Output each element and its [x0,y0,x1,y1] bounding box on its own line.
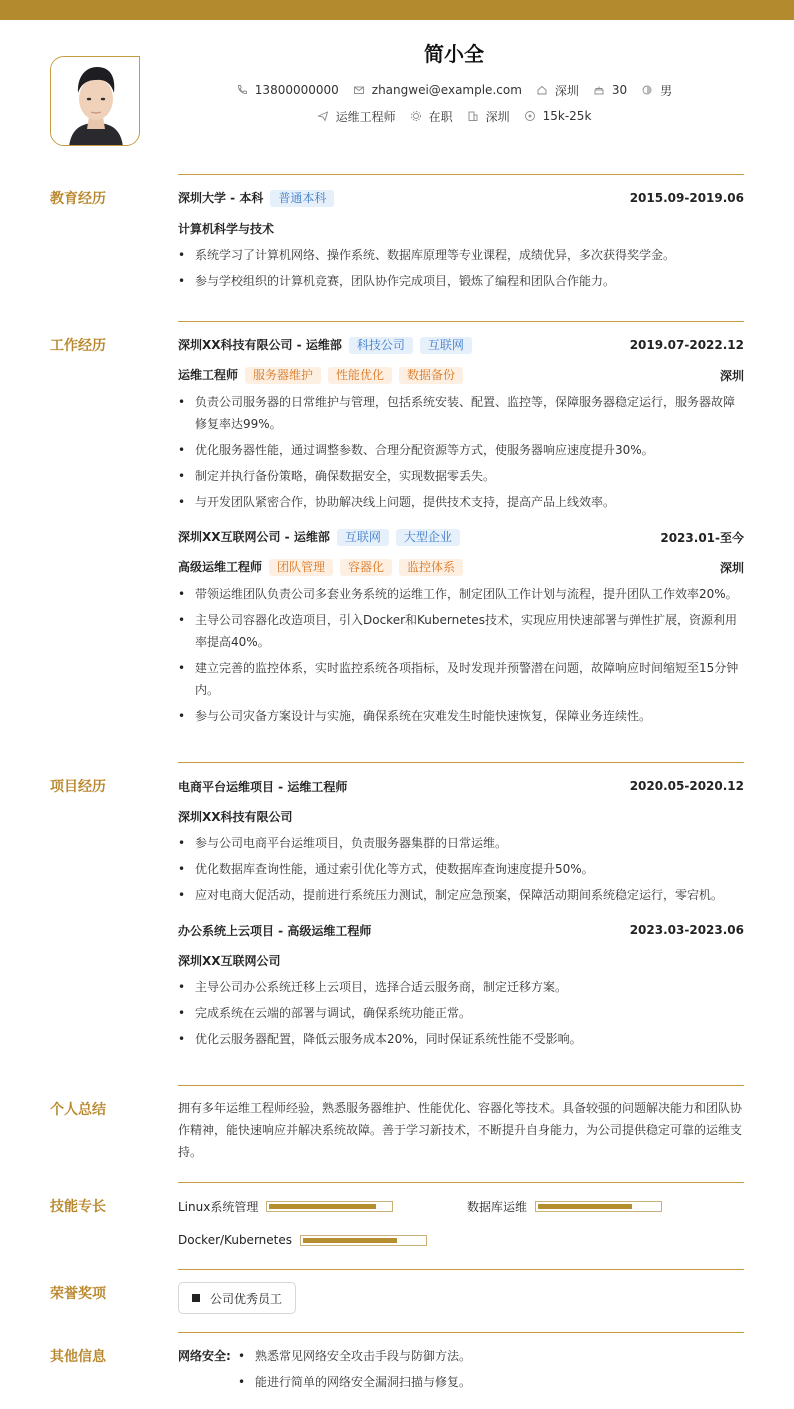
skill-item [467,1198,662,1214]
list-item: • 主导公司办公系统迁移上云项目，选择合适云服务商，制定迁移方案。 [178,976,744,998]
section-divider [178,1182,744,1183]
job-date: 2023.01-至今 [660,530,744,545]
summary-text: 拥有多年运维工程师经验，熟悉服务器维护、性能优化、容器化等技术。具备较强的问题解决能力和团队协作精神，能快速响应并解决系统故障。善于学习新技术，不断提升自身能力，为公司提供稳定可靠的运维支持。 [178,1101,743,1159]
email-item [353,83,522,97]
avatar [50,56,140,146]
skill-item [178,1198,467,1214]
award-label: 公司优秀员工 [210,1291,283,1306]
other-section [50,1332,744,1402]
gear-icon [410,110,422,122]
section-divider [178,1085,744,1086]
job-role: 运维工程师 [178,368,239,382]
education-section [50,174,744,304]
role-tag: 服务器维护 [245,367,321,384]
phone-icon [236,84,248,96]
section-divider [178,1332,744,1333]
list-item: • 能进行简单的网络安全漏洞扫描与修复。 [238,1371,471,1393]
send-icon [317,110,329,122]
candidate-name: 简小全 [424,42,484,66]
square-icon [192,1294,200,1302]
job-date: 2019.07-2022.12 [629,338,744,352]
list-item: • 熟悉常见网络安全攻击手段与防御方法。 [238,1345,471,1367]
list-item: • 主导公司容器化改造项目，引入Docker和Kubernetes技术，实现应用快速部署与弹性扩展，资源利用率提高40%。 [178,609,744,653]
job-location: 深圳 [719,560,744,575]
target-city-item [467,108,510,125]
job-location: 深圳 [719,368,744,383]
role-tag: 数据备份 [399,367,463,384]
skill-bar [300,1235,427,1246]
mail-icon [353,84,365,96]
skill-bar-fill [538,1204,632,1209]
role-tag: 监控体系 [399,559,463,576]
list-item: • 应对电商大促活动，提前进行系统压力测试，制定应急预案，保障活动期间系统稳定运行，零宕机。 [178,884,744,906]
project-name: 办公系统上云项目 - 高级运维工程师 [178,923,372,938]
awards-section [50,1269,744,1324]
skill-name: Linux系统管理 [178,1199,259,1214]
education-date: 2015.09-2019.06 [629,191,744,205]
phone-item [236,83,339,97]
section-title: 技能专长 [50,1199,106,1215]
section-title: 其他信息 [50,1349,106,1365]
status-value: 在职 [428,109,453,124]
skill-bar-fill [269,1204,375,1209]
city-item [536,82,579,99]
role-tag: 团队管理 [269,559,333,576]
skill-bar-fill [303,1238,397,1243]
cake-icon [593,84,605,96]
section-title: 工作经历 [50,338,106,354]
section-title: 项目经历 [50,779,106,795]
list-item: • 与开发团队紧密合作，协助解决线上问题，提供技术支持，提高产品上线效率。 [178,491,744,513]
section-divider [178,1269,744,1270]
coin-icon [524,110,536,122]
list-item: • 完成系统在云端的部署与调试，确保系统功能正常。 [178,1002,744,1024]
job-role: 高级运维工程师 [178,560,263,574]
list-item: • 负责公司服务器的日常维护与管理，包括系统安装、配置、监控等，保障服务器稳定运行，服务器故障修复率达99%。 [178,391,744,435]
major: 计算机科学与技术 [178,221,275,236]
degree-tag: 普通本科 [270,190,334,207]
list-item: • 建立完善的监控体系，实时监控系统各项指标，及时发现并预警潜在问题，故障响应时间缩短至15分钟内。 [178,657,744,701]
city-value: 深圳 [554,83,579,98]
section-title: 教育经历 [50,191,106,207]
home-icon [536,84,548,96]
other-label: 网络安全: [178,1349,231,1363]
age-item [593,83,627,97]
role-tag: 性能优化 [328,367,392,384]
section-divider [178,174,744,175]
list-item: • 优化云服务器配置，降低云服务成本20%，同时保证系统性能不受影响。 [178,1028,744,1050]
project-date: 2023.03-2023.06 [629,923,744,937]
contact-row [180,82,728,98]
target-city-value: 深圳 [485,109,510,124]
list-item: • 系统学习了计算机网络、操作系统、数据库原理等专业课程，成绩优异，多次获得奖学金。 [178,244,744,266]
gender-icon [641,84,653,96]
age-value: 30 [611,83,628,97]
position-value: 运维工程师 [335,109,396,124]
section-divider [178,762,744,763]
section-divider [178,321,744,322]
project-company: 深圳XX科技有限公司 [178,809,293,824]
gender-item [641,82,672,99]
skills-section [50,1182,744,1257]
work-section [50,321,744,741]
list-item: • 带领运维团队负责公司多套业务系统的运维工作，制定团队工作计划与流程，提升团队工作效率20%。 [178,583,744,605]
skill-item [178,1232,744,1248]
company-tag: 互联网 [420,337,472,354]
summary-section [50,1085,744,1170]
company-tag: 互联网 [337,529,389,546]
award-badge [178,1282,296,1314]
skill-name: 数据库运维 [467,1199,528,1214]
skill-bar [266,1201,393,1212]
salary-item [524,109,592,123]
job-intent-row [180,108,728,124]
building-icon [467,110,479,122]
salary-value: 15k-25k [542,109,592,123]
phone-value: 13800000000 [254,83,339,97]
list-item: • 参与公司电商平台运维项目，负责服务器集群的日常运维。 [178,832,744,854]
role-tag: 容器化 [340,559,392,576]
gender-value: 男 [660,83,673,98]
list-item: • 优化服务器性能，通过调整参数、合理分配资源等方式，使服务器响应速度提升30%。 [178,439,744,461]
project-name: 电商平台运维项目 - 运维工程师 [178,779,348,794]
project-date: 2020.05-2020.12 [629,779,744,793]
section-title: 荣誉奖项 [50,1286,106,1302]
list-item: • 制定并执行备份策略，确保数据安全，实现数据零丢失。 [178,465,744,487]
company-tag: 科技公司 [349,337,413,354]
email-value: zhangwei@example.com [371,83,522,97]
school-name: 深圳大学 - 本科 [178,191,264,205]
skill-bar [535,1201,662,1212]
top-accent-bar [0,0,794,20]
list-item: • 参与学校组织的计算机竞赛，团队协作完成项目，锻炼了编程和团队合作能力。 [178,270,744,292]
status-item [410,108,453,125]
skill-name: Docker/Kubernetes [178,1233,292,1247]
section-title: 个人总结 [50,1102,106,1118]
list-item: • 参与公司灾备方案设计与实施，确保系统在灾难发生时能快速恢复，保障业务连续性。 [178,705,744,727]
list-item: • 优化数据库查询性能，通过索引优化等方式，使数据库查询速度提升50%。 [178,858,744,880]
projects-section [50,762,744,1072]
company-tag: 大型企业 [396,529,460,546]
company-name: 深圳XX科技有限公司 - 运维部 [178,338,342,352]
project-company: 深圳XX互联网公司 [178,953,281,968]
position-item [317,108,396,125]
company-name: 深圳XX互联网公司 - 运维部 [178,530,330,544]
